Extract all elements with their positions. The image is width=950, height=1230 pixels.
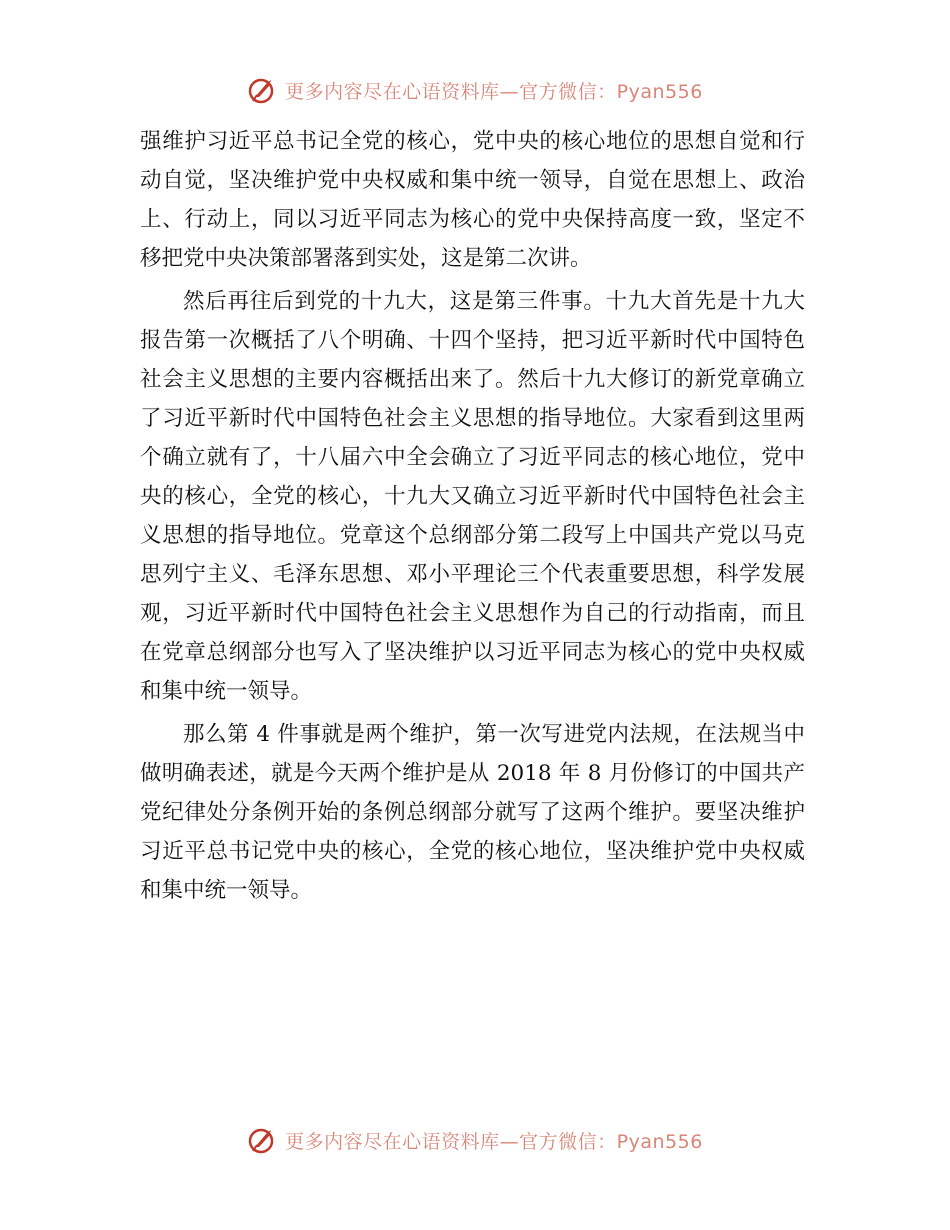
document-body [140,122,805,910]
paragraph: 强维护习近平总书记全党的核心，党中央的核心地位的思想自觉和行动自觉，坚决维护党中央权威和集中统一领导，自觉在思想上、政治上、行动上，同以习近平同志为核心的党中央保持高度一致，坚定不移把党中央决策部署落到实处，这是第二次讲。 [140,129,805,271]
footer-watermark [0,1120,950,1160]
quill-logo-icon [247,75,277,105]
paragraph: 然后再往后到党的十九大，这是第三件事。十九大首先是十九大报告第一次概括了八个明确、十四个坚持，把习近平新时代中国特色社会主义思想的主要内容概括出来了。然后十九大修订的新党章确立了习近平新时代中国特色社会主义思想的指导地位。大家看到这里两个确立就有了，十八届六中全会确立了习近平同志的核心地位，党中央的核心，全党的核心，十九大又确立习近平新时代中国特色社会主义思想的指导地位。党章这个总纲部分第二段写上中国共产党以马克思列宁主义、毛泽东思想、邓小平理论三个代表重要思想，科学发展观，习近平新时代中国特色社会主义思想作为自己的行动指南，而且在党章总纲部分也写入了坚决维护以习近平同志为核心的党中央权威和集中统一领导。 [140,289,805,704]
paragraph: 那么第 4 件事就是两个维护，第一次写进党内法规，在法规当中做明确表述，就是今天两个维护是从 2018 年 8 月份修订的中国共产党纪律处分条例开始的条例总纲部分就写了这两个维护。要坚决维护习近平总书记党中央的核心，全党的核心地位，坚决维护党中央权威和集中统一领导。 [140,722,805,903]
footer-watermark-text: 更多内容尽在心语资料库—官方微信：Pyan556 [285,1130,703,1153]
header-watermark [0,70,950,110]
quill-logo-icon [247,1125,277,1155]
header-watermark-text: 更多内容尽在心语资料库—官方微信：Pyan556 [285,80,703,103]
